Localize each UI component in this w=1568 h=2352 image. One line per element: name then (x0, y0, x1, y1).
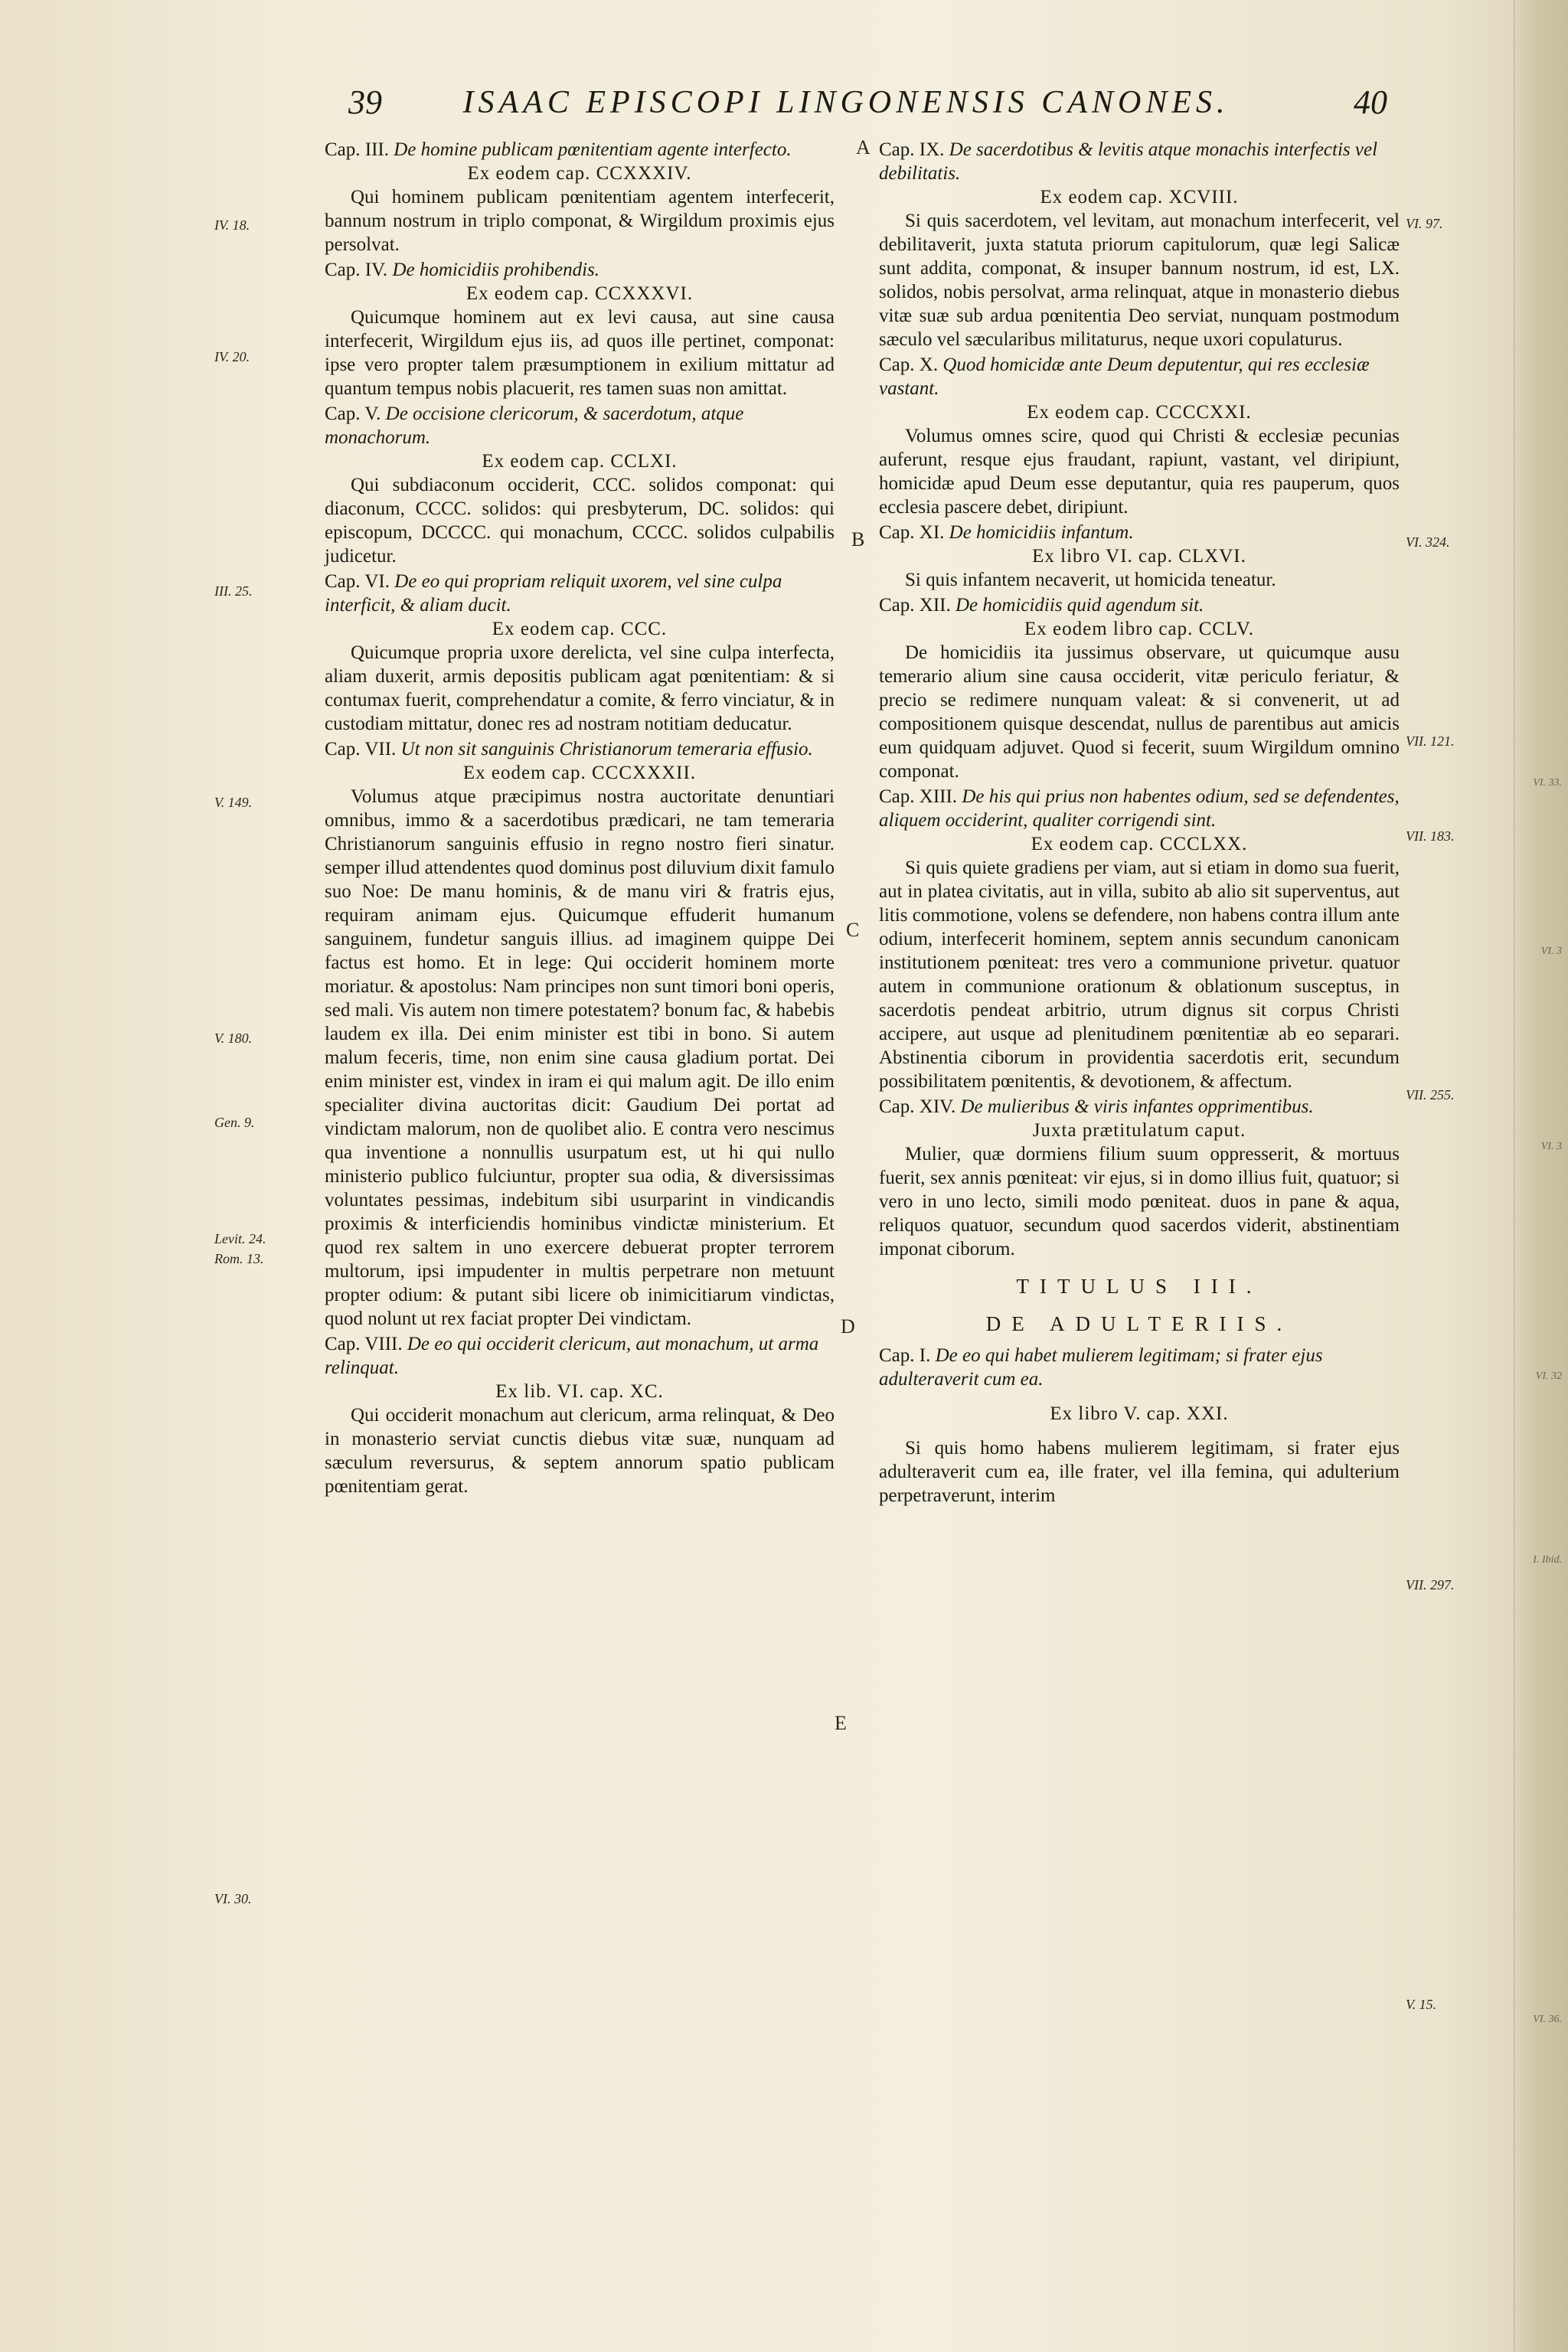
chapter-heading (325, 138, 835, 162)
titulus-subject: DE ADULTERIIS. (985, 1312, 1293, 1335)
source-line: Ex eodem cap. CCCCXXI. (1027, 402, 1252, 423)
chapter-heading (325, 258, 835, 282)
source-line: Ex eodem cap. CCXXXVI. (466, 283, 694, 304)
right-column (879, 136, 1400, 1508)
canon-paragraph: Qui occiderit monachum aut clericum, arma relinquat, & Deo in monasterio serviat cunctis diebus vitæ suæ, nunquam ad sæculum reversurus, & septem annorum spatio publicam pœnitentiam gerat. (325, 1405, 835, 1497)
source-line: Ex eodem cap. CCCXXXII. (462, 763, 697, 783)
chapter-heading (879, 138, 1400, 185)
section-letter: D (841, 1315, 855, 1338)
margin-note: V. 15. (1406, 1997, 1437, 2012)
margin-note: IV. 18. (214, 217, 250, 233)
margin-note: V. 149. (214, 795, 253, 810)
chapter-heading (879, 521, 1400, 544)
section-letter: E (835, 1712, 847, 1734)
chapter-title: De homicidiis prohibendis. (392, 260, 600, 280)
chapter-title: Ut non sit sanguinis Christianorum temeraria effusio. (400, 739, 813, 760)
chapter-title: De sacerdotibus & levitis atque monachis interfectis vel debilitatis. (879, 139, 1378, 184)
source-line: Ex eodem cap. CCC. (492, 619, 668, 639)
chapter-label: Cap. VII. (325, 739, 397, 760)
spine-note: I. Ibid. (1533, 1554, 1562, 1566)
margin-note: Levit. 24. (214, 1231, 266, 1246)
chapter-title: Quod homicidæ ante Deum deputentur, qui res ecclesiæ vastant. (879, 354, 1370, 399)
titulus-heading: TITULUS III. (1016, 1275, 1263, 1298)
chapter-label: Cap. III. (325, 139, 389, 160)
chapter-heading (879, 353, 1400, 400)
chapter-heading (325, 737, 835, 761)
canon-paragraph: Quicumque propria uxore derelicta, vel sine culpa interfecta, aliam duxerit, armis depositis publicam agat pœnitentiam: & si contumax fuerit, comprehendatur a comite, & ferro vinciatur, & in custodiam mittatur, donec res ad nostram notitiam deducatur. (325, 642, 835, 734)
chapter-label: Cap. VI. (325, 571, 390, 592)
source-line: Ex eodem cap. CCXXXIV. (467, 163, 692, 184)
spine-note: VI. 33. (1533, 777, 1562, 789)
canon-paragraph: Si quis quiete gradiens per viam, aut si etiam in domo sua fuerit, aut in platea civitatis, aut in villa, subito ab alio sit superventus, aut litis commotione, volens se defendere, non habens contra illum ante odium, interfecerit hominem, septem annis secundum canonicam institutionem pœniteat: tres vero a communione privetur. quatuor autem in communione orationum & oblationum susceptus, in sacerdotis pendeat arbitrio, utrum dignus sit corpus Christi accipere, aut usque ad plenitudinem pœnitentiæ ab eo separari. Abstinentia ciborum in providentia sacerdotis erit, secundum possibilitatem pœnitentis, & devotionem, & affectum. (879, 858, 1400, 1092)
chapter-title: De eo qui propriam reliquit uxorem, vel sine culpa interficit, & aliam ducit. (325, 571, 782, 616)
source-line: Juxta prætitulatum caput. (1032, 1120, 1246, 1141)
chapter-heading (325, 1332, 835, 1380)
source-line: Ex eodem libro cap. CCLV. (1024, 619, 1254, 639)
margin-note: VII. 183. (1406, 828, 1455, 844)
margin-note: IV. 20. (214, 349, 250, 364)
running-title: ISAAC EPISCOPI LINGONENSIS CANONES. (462, 85, 1230, 120)
chapter-title: De his qui prius non habentes odium, sed se defendentes, aliquem occiderint, qualiter corrigendi sint. (879, 786, 1400, 831)
facing-page-edge (1514, 0, 1568, 2352)
chapter-title: De mulieribus & viris infantes opprimentibus. (960, 1096, 1314, 1117)
spine-note: VI. 36. (1533, 2014, 1562, 2025)
chapter-label: Cap. XIV. (879, 1096, 956, 1117)
chapter-label: Cap. IX. (879, 139, 945, 160)
section-letter: C (846, 919, 860, 941)
canon-paragraph: De homicidiis ita jussimus observare, ut quicumque ausu temerario alium sine causa occiderit, vitæ periculo feriatur, & precio se redimere nunquam valeat: & si convenerit, ut ad compositionem quisque descendat, nullus de parentibus aut amicis eum quidquam adjuvet. Quod si fecerit, suum Wirgildum omnino componat. (879, 642, 1400, 782)
page-header (0, 83, 1568, 129)
chapter-title: De eo qui occiderit clericum, aut monachum, ut arma relinquat. (325, 1334, 819, 1378)
spine-note: VI. 3 (1540, 1141, 1562, 1152)
page-number-right: 40 (1354, 83, 1387, 121)
chapter-heading (879, 593, 1400, 617)
section-letter: B (851, 528, 865, 550)
spine-note: VI. 32 (1535, 1370, 1562, 1382)
source-line: Ex eodem cap. CCLXI. (482, 451, 678, 472)
chapter-heading (879, 1095, 1400, 1119)
source-line: Ex libro V. cap. XXI. (1050, 1403, 1229, 1424)
chapter-label: Cap. I. (879, 1345, 931, 1366)
canon-paragraph: Si quis infantem necaverit, ut homicida teneatur. (905, 570, 1276, 590)
margin-note: V. 180. (214, 1031, 253, 1046)
canon-paragraph: Si quis sacerdotem, vel levitam, aut monachum interfecerit, vel debilitaverit, juxta statuta priorum capitulorum, quæ legi Salicæ sunt addita, componat, & insuper bannum nostrum, id est, LX. solidos, nobis persolvat, arma relinquat, atque in monasterio diebus vitæ suæ sub ardua pœnitentia Deo serviat, nunquam postmodum sæculo vel sæcularibus militaturus, neque uxori copulaturus. (879, 211, 1400, 350)
chapter-title: De occisione clericorum, & sacerdotum, atque monachorum. (325, 403, 744, 448)
chapter-label: Cap. XI. (879, 522, 945, 543)
margin-note: VI. 97. (1406, 216, 1443, 231)
chapter-label: Cap. XII. (879, 595, 951, 616)
source-line: Ex eodem cap. CCCLXX. (1031, 834, 1248, 854)
chapter-heading (325, 402, 835, 449)
chapter-heading (879, 785, 1400, 832)
margin-note: Rom. 13. (214, 1251, 264, 1266)
margin-note: VI. 324. (1406, 534, 1450, 550)
chapter-title: De eo qui habet mulierem legitimam; si frater ejus adulteraverit cum ea. (879, 1345, 1323, 1390)
canon-paragraph: Mulier, quæ dormiens filium suum oppresserit, & mortuus fuerit, sex annis pœniteat: vir ejus, si in domo illius fuit, quatuor; si vero in uno lecto, simili modo pœniteat. duos in pane & aqua, reliquos quatuor, secundum quod sacerdos viderit, abstinentiam imponat ciborum. (879, 1144, 1400, 1259)
canon-paragraph: Qui hominem publicam pœnitentiam agentem interfecerit, bannum nostrum in triplo componat, & Wirgildum proximis ejus persolvat. (325, 187, 835, 255)
chapter-label: Cap. IV. (325, 260, 388, 280)
margin-note: VII. 255. (1406, 1087, 1455, 1102)
canon-paragraph: Quicumque hominem aut ex levi causa, aut sine causa interfecerit, Wirgildum ejus iis, ad quos ille pertinet, componat: ipse vero propter talem præsumptionem in exilium mittatur ad quantum tempus nobis placuerit, res tamen suas non amittat. (325, 307, 835, 399)
canon-paragraph: Volumus omnes scire, quod qui Christi & ecclesiæ pecunias auferunt, resque ejus fraudant, rapiunt, vastant, vel diripiunt, homicidæ apud Deum esse deputantur, quia res pauperum, quos ecclesia pascere debet, diripiunt. (879, 426, 1400, 518)
chapter-label: Cap. VIII. (325, 1334, 403, 1354)
margin-note: VII. 297. (1406, 1577, 1455, 1592)
source-line: Ex libro VI. cap. CLXVI. (1032, 546, 1246, 567)
chapter-title: De homine publicam pœnitentiam agente interfecto. (394, 139, 792, 160)
margin-note: Gen. 9. (214, 1115, 255, 1130)
source-line: Ex lib. VI. cap. XC. (495, 1381, 664, 1402)
canon-paragraph: Qui subdiaconum occiderit, CCC. solidos componat: qui diaconum, CCCC. solidos: qui presbyterum, DC. solidos: qui episcopum, DCCCC. qui monachum, CCCC. solidos culpabilis judicetur. (325, 475, 835, 567)
chapter-label: Cap. X. (879, 354, 939, 375)
margin-note: VII. 121. (1406, 733, 1455, 749)
margin-note: III. 25. (214, 583, 253, 599)
canon-paragraph: Volumus atque præcipimus nostra auctoritate denuntiari omnibus, immo & a sacerdotibus prædicari, ne tam temeraria Christianorum sanguinis effusio in regno nostro fieri sinatur. semper illud attendentes quod dominus post diluvium dixit famulo suo Noe: De manu hominis, & de manu viri & fratris ejus, requiram animam ejus. Quicumque effuderit humanum sanguinem, fundetur sanguis illius. ad imaginem quippe Dei factus est homo. Et in lege: Qui occiderit hominem morte moriatur. & apostolus: Nam principes non sunt timori boni operis, sed mali. Vis autem non timere potestatem? bonum fac, & habebis laudem ex illa. Dei enim minister est tibi in bono. Si autem malum feceris, time, non enim sine causa gladium portat. Dei enim minister est, vindex in iram ei qui malum agit. De illo enim specialiter divina auctoritas dicit: Gaudium Dei portat ad vindictam malorum, non de quolibet alio. E contra vero nescimus qua inventione a nonnullis usurpatum est, ut hi qui nullo ministerio publico fulciuntur, propter sua odia, & diversissimas voluntates pessimas, indebitum sibi usurparint in vindicandis proximis & interficiendis hominibus vindictæ ministerium. Et quod rex saltem in uno exercere debuerat propter terrorem multorum, ipsi impudenter in multis perpetrare non metuunt propter odium: & putant sibi licere ob inimicitiarum vindictas, quod nolunt ut rex faciat propter Dei vindictam. (325, 786, 835, 1329)
margin-note: VI. 30. (214, 1891, 252, 1906)
page-number-left: 39 (348, 83, 382, 121)
canon-paragraph: Si quis homo habens mulierem legitimam, si frater ejus adulteraverit cum ea, ille frater, vel illa femina, qui adulterium perpetraverunt, interim (879, 1438, 1400, 1506)
chapter-title: De homicidiis infantum. (949, 522, 1134, 543)
chapter-label: Cap. V. (325, 403, 381, 424)
left-column (325, 136, 835, 1498)
chapter-label: Cap. XIII. (879, 786, 958, 807)
chapter-heading (879, 1344, 1400, 1391)
section-letter: A (856, 136, 871, 158)
spine-note: VI. 3 (1540, 946, 1562, 957)
source-line: Ex eodem cap. XCVIII. (1040, 187, 1239, 207)
chapter-title: De homicidiis quid agendum sit. (955, 595, 1204, 616)
chapter-heading (325, 570, 835, 617)
